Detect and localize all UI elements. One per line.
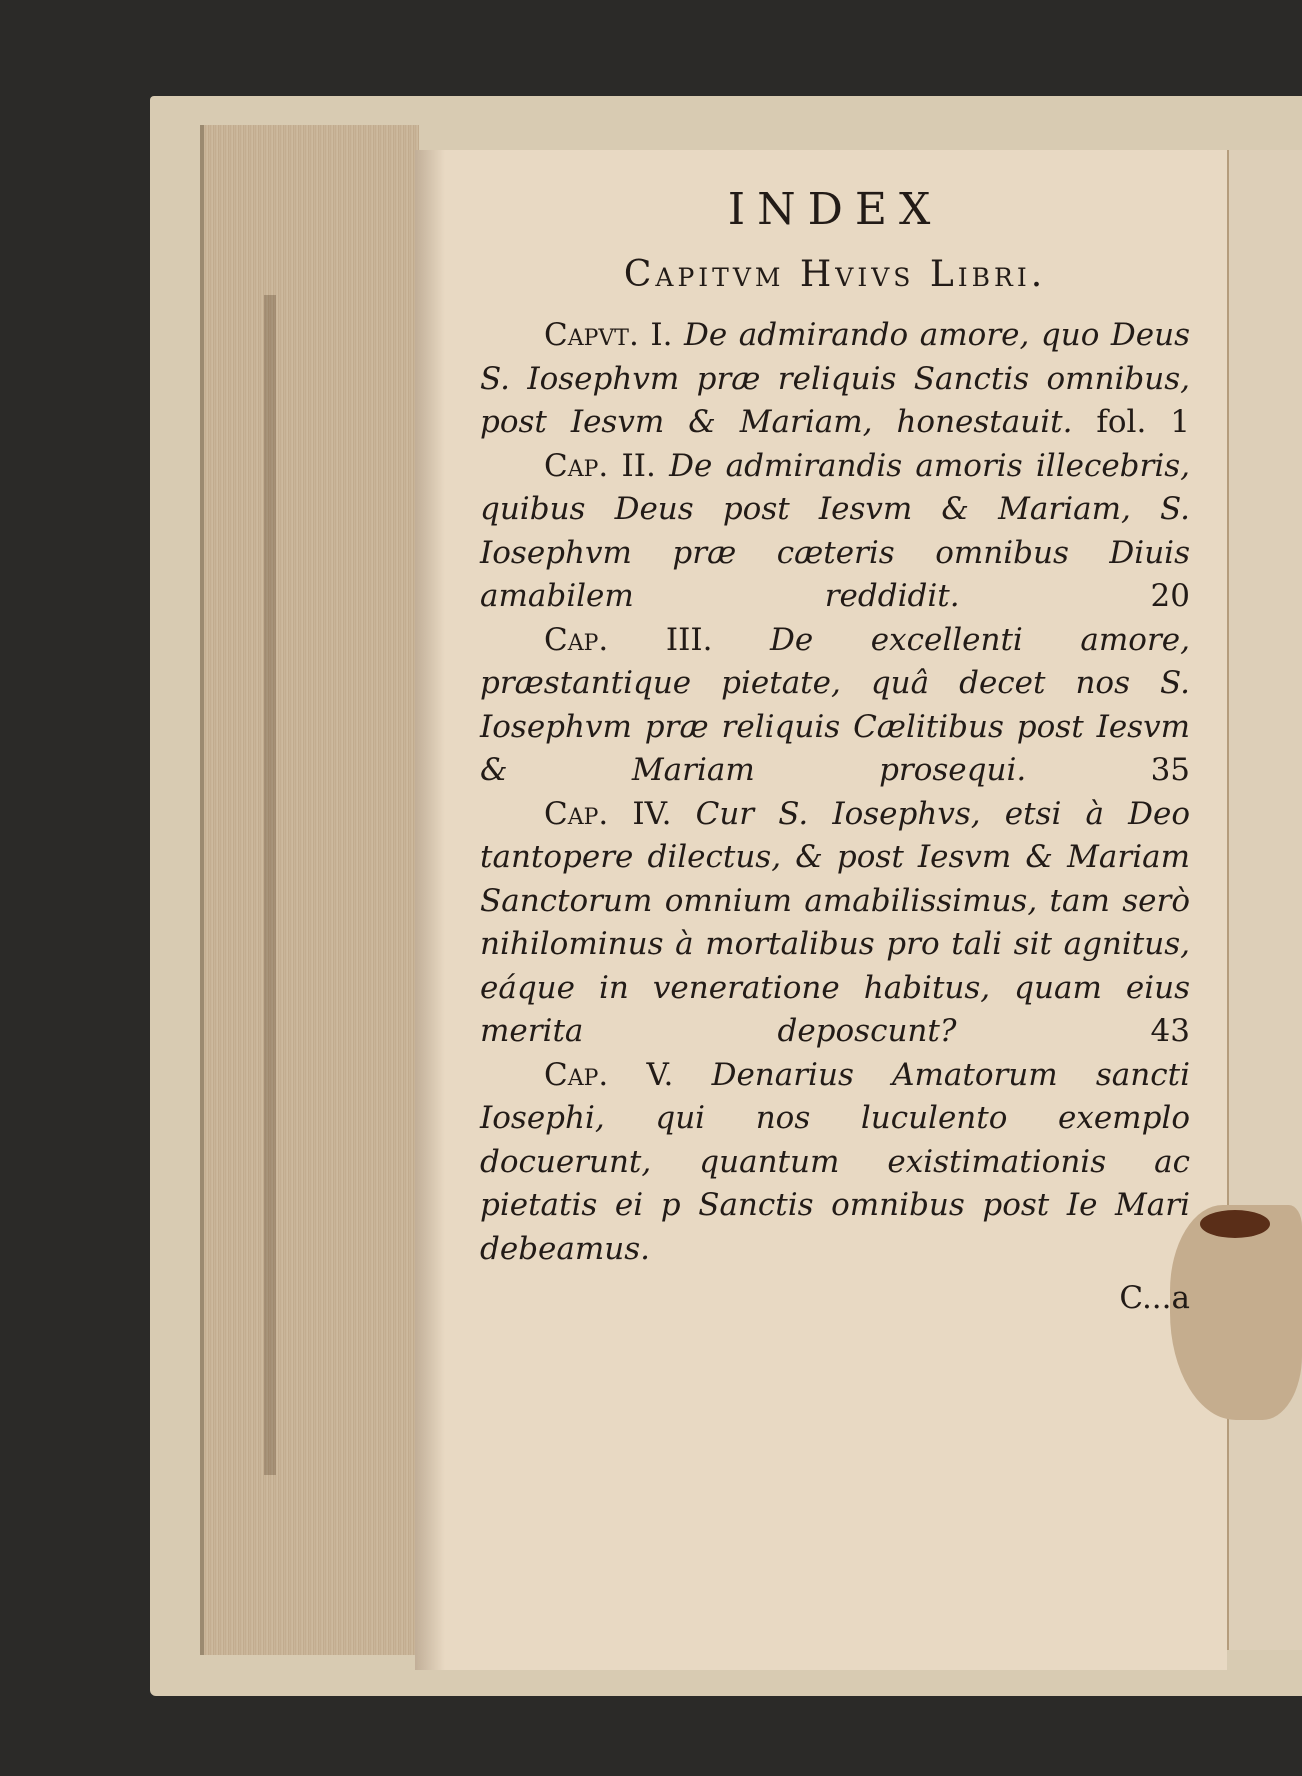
entry-folio: fol. 1 bbox=[1096, 404, 1190, 440]
entry-text: Cur S. Iosephvs, etsi à Deo tantopere dilectus, & post Iesvm & Mariam Sanctorum omnium amabilissimus, tam serò nihilominus à mortalibus pro tali sit agnitus, eáque in veneratione habitus, quam eius merita deposcunt? bbox=[480, 795, 1190, 1049]
page-text bbox=[480, 180, 1190, 1321]
index-entry-2 bbox=[480, 445, 1190, 619]
page-subheader: Capitvm Hvivs Libri. bbox=[623, 254, 1047, 295]
page-header: INDEX bbox=[727, 184, 943, 235]
entry-label: Cap. V. bbox=[544, 1056, 674, 1093]
entry-text: De admirando amore, quo Deus S. Iosephvm præ reliquis Sanctis omnibus, post Iesvm & Mariam, honestauit. bbox=[480, 317, 1190, 440]
entry-label: Cap. IV. bbox=[544, 795, 672, 832]
index-entry-4 bbox=[480, 793, 1190, 1054]
page-edges bbox=[200, 125, 419, 1655]
damage-spot bbox=[1200, 1210, 1270, 1238]
entry-text: Denarius Amatorum sancti Iosephi, qui nos luculento exemplo docuerunt, quantum existimationis ac pietatis ei p Sanctis omnibus post Ie Mari debeamus. bbox=[480, 1056, 1190, 1267]
entry-text: De excellenti amore, præstantique pietate, quâ decet nos S. Iosephvm præ reliquis Cælitibus post Iesvm & Mariam prosequi. bbox=[480, 621, 1190, 788]
entry-folio: 35 bbox=[1150, 752, 1191, 788]
entry-label: Capvt. I. bbox=[544, 317, 673, 353]
entry-text: De admirandis amoris illecebris, quibus Deus post Iesvm & Mariam, S. Iosephvm præ cæteris omnibus Diuis amabilem reddidit. bbox=[480, 447, 1191, 614]
index-entry-1 bbox=[480, 314, 1190, 445]
index-entry-3 bbox=[480, 619, 1190, 793]
entry-label: Cap. II. bbox=[544, 447, 656, 484]
entry-folio: 43 bbox=[1150, 1013, 1190, 1049]
entry-label: Cap. III. bbox=[544, 621, 713, 658]
facing-page-edge bbox=[1227, 150, 1302, 1650]
index-entry-5 bbox=[480, 1054, 1190, 1272]
catchword: C...a bbox=[1119, 1280, 1190, 1316]
catchword-line bbox=[480, 1277, 1190, 1321]
entry-folio: 20 bbox=[1150, 578, 1190, 614]
